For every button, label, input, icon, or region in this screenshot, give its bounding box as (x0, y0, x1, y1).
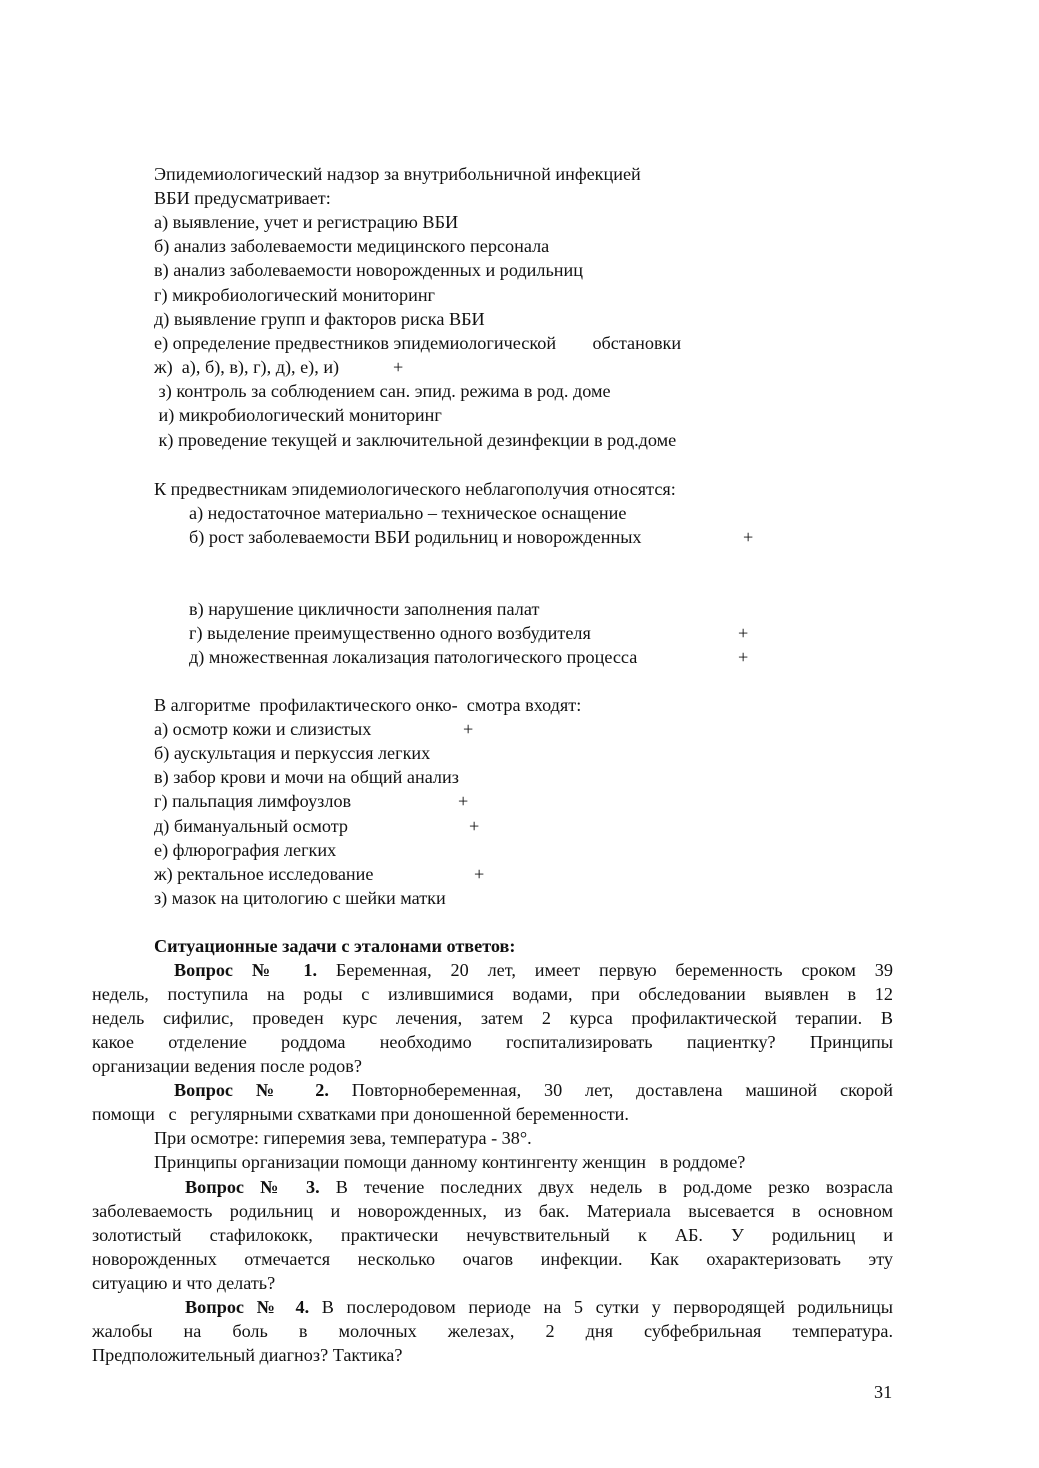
section3-item-b: б) аускультация и перкуссия легких (154, 743, 431, 763)
question-4-line3: Предположительный диагноз? Тактика? (92, 1345, 403, 1365)
correct-answer-mark: + (393, 357, 404, 377)
question-4-label: Вопрос № 4. (185, 1297, 310, 1317)
correct-answer-mark: + (474, 864, 485, 884)
question-1-line3: недель сифилис, проведен курс лечения, затем 2 курса профилактической терапии. В (92, 1008, 893, 1028)
question-3-label: Вопрос № 3. (185, 1177, 320, 1197)
correct-answer-mark: + (743, 527, 754, 547)
section1-item-zh: ж) а), б), в), г), д), е), и) (154, 357, 340, 377)
question-3-line3: золотистый стафилококк, практически нечувствительный к АБ. У родильниц и (92, 1225, 893, 1245)
section1-title-line1: Эпидемиологический надзор за внутрибольничной инфекцией (154, 164, 641, 184)
section1-item-i: и) микробиологический мониторинг (154, 405, 442, 425)
question-2-line2: помощи с регулярными схватками при доношенной беременности. (92, 1104, 629, 1124)
section2-item-b: б) рост заболеваемости ВБИ родильниц и новорожденных (189, 527, 642, 547)
question-4-text: В послеродовом периоде на 5 сутки у первородящей родильницы (309, 1297, 893, 1317)
question-2-line3: При осмотре: гиперемия зева, температура - 38°. (154, 1128, 532, 1148)
question-1-line4: какое отделение роддома необходимо госпитализировать пациентку? Принципы (92, 1032, 893, 1052)
correct-answer-mark: + (738, 647, 749, 667)
question-1-line1 (174, 958, 893, 982)
correct-answer-mark: + (458, 791, 469, 811)
page-number: 31 (874, 1382, 893, 1402)
section1-title-line2: ВБИ предусматривает: (154, 188, 331, 208)
section2-item-d: д) множественная локализация патологического процесса (189, 647, 638, 667)
section3-item-e: е) флюрография легких (154, 840, 337, 860)
section3-item-d: д) бимануальный осмотр (154, 816, 348, 836)
question-4-line1 (185, 1295, 893, 1319)
question-2-text: Повторнобеременная, 30 лет, доставлена машиной скорой (328, 1080, 893, 1100)
section1-item-a: а) выявление, учет и регистрацию ВБИ (154, 212, 459, 232)
section1-item-b: б) анализ заболеваемости медицинского персонала (154, 236, 550, 256)
section1-item-z: з) контроль за соблюдением сан. эпид. режима в род. доме (154, 381, 611, 401)
section2-item-g: г) выделение преимущественно одного возбудителя (189, 623, 591, 643)
question-1-label: Вопрос № 1. (174, 960, 318, 980)
question-3-line5: ситуацию и что делать? (92, 1273, 276, 1293)
section1-item-g: г) микробиологический мониторинг (154, 285, 436, 305)
section1-item-k: к) проведение текущей и заключительной дезинфекции в род.доме (154, 430, 677, 450)
section3-item-a: а) осмотр кожи и слизистых (154, 719, 372, 739)
section2-title: К предвестникам эпидемиологического неблагополучия относятся: (154, 479, 676, 499)
section1-item-e: е) определение предвестников эпидемиологической обстановки (154, 333, 682, 353)
correct-answer-mark: + (463, 719, 474, 739)
question-1-line5: организации ведения после родов? (92, 1056, 362, 1076)
question-2-line1 (174, 1078, 893, 1102)
section3-item-v: в) забор крови и мочи на общий анализ (154, 767, 459, 787)
section1-item-d: д) выявление групп и факторов риска ВБИ (154, 309, 485, 329)
section3-title: В алгоритме профилактического онко- смотра входят: (154, 695, 582, 715)
section3-item-zh: ж) ректальное исследование (154, 864, 374, 884)
correct-answer-mark: + (738, 623, 749, 643)
tasks-heading: Ситуационные задачи с эталонами ответов: (154, 936, 516, 956)
question-4-line2: жалобы на боль в молочных железах, 2 дня субфебрильная температура. (92, 1321, 893, 1341)
section3-item-g: г) пальпация лимфоузлов (154, 791, 352, 811)
section2-item-a: а) недостаточное материально – техническое оснащение (189, 503, 627, 523)
section3-item-z: з) мазок на цитологию с шейки матки (154, 888, 446, 908)
question-3-text: В течение последних двух недель в род.доме резко возрасла (319, 1177, 894, 1197)
correct-answer-mark: + (469, 816, 480, 836)
question-2-line4: Принципы организации помощи данному контингенту женщин в роддоме? (154, 1152, 746, 1172)
question-2-label: Вопрос № 2. (174, 1080, 329, 1100)
question-1-line2: недель, поступила на роды с излившимися водами, при обследовании выявлен в 12 (92, 984, 893, 1004)
section2-item-v: в) нарушение цикличности заполнения палат (189, 599, 540, 619)
question-3-line1 (185, 1175, 893, 1199)
section1-item-v: в) анализ заболеваемости новорожденных и родильниц (154, 260, 583, 280)
question-3-line2: заболеваемость родильниц и новорожденных, из бак. Материала высевается в основном (92, 1201, 893, 1221)
question-3-line4: новорожденных отмечается несколько очагов инфекции. Как охарактеризовать эту (92, 1249, 893, 1269)
question-1-text: Беременная, 20 лет, имеет первую беременность сроком 39 (317, 960, 893, 980)
